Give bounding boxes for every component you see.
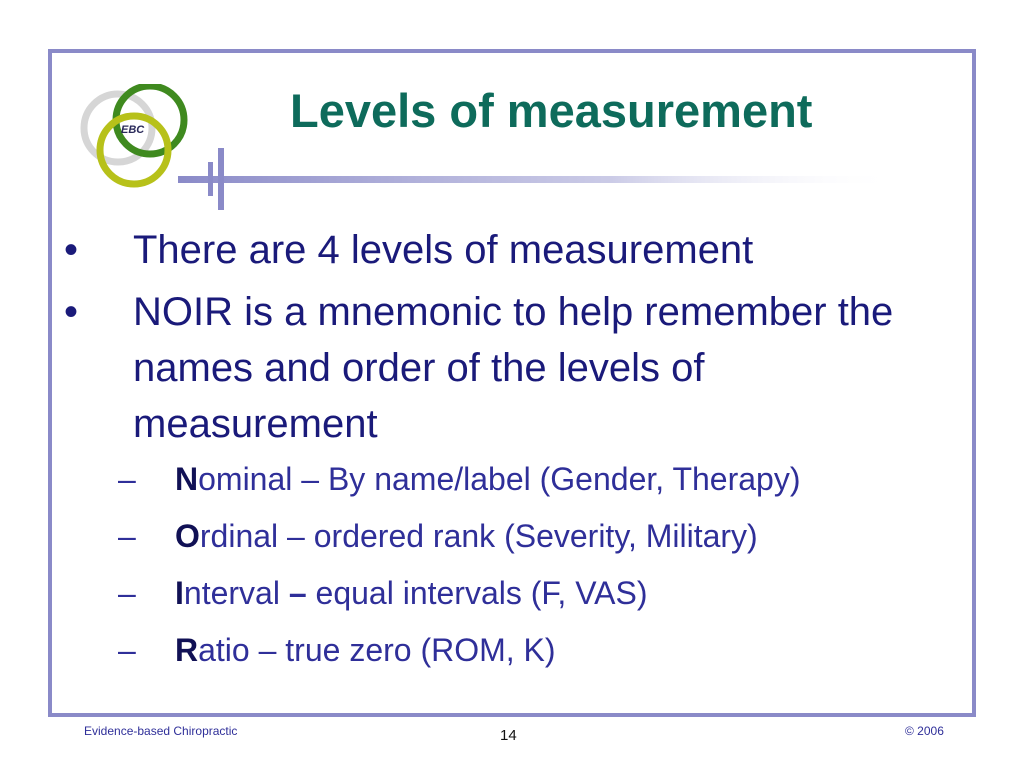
sub-bullet-marker: – [118,461,136,497]
sub-bullet-tail: equal intervals (F, VAS) [306,575,648,611]
bullet-list [60,222,960,686]
mnemonic-letter: O [175,518,200,554]
mnemonic-letter: N [175,461,199,497]
footer-copyright: © 2006 [905,724,944,738]
footer-page-number: 14 [500,727,517,744]
title-underline [178,148,898,218]
bullet-text: NOIR is a mnemonic to help remember the names and order of the levels of measurement [133,290,894,446]
bullet-item [60,222,960,278]
bullet-item [60,284,960,452]
bullet-marker: • [64,290,79,334]
sub-bullet-marker: – [118,632,136,668]
footer-course-name: Evidence-based Chiropractic [84,724,238,738]
sub-bullet-marker: – [118,575,136,611]
sub-bullet-text: rdinal – ordered rank (Severity, Military) [199,518,758,554]
sub-bullet-marker: – [118,518,136,554]
sub-bullet-text: ominal – By name/label (Gender, Therapy) [198,461,801,497]
sub-bullet-text: atio – true zero (ROM, K) [198,632,556,668]
logo-text: EBC [121,124,145,136]
mnemonic-letter: R [175,632,199,668]
sub-bullet-nominal [60,458,960,500]
bold-dash: – [288,575,307,611]
mnemonic-letter: I [175,575,184,611]
sub-bullet-interval [60,572,960,614]
sub-bullet-ordinal [60,515,960,557]
sub-bullet-ratio [60,629,960,671]
slide-title: Levels of measurement [290,84,813,137]
bullet-text: There are 4 levels of measurement [133,228,754,272]
bullet-marker: • [64,228,79,272]
sub-bullet-text: nterval [183,575,289,611]
